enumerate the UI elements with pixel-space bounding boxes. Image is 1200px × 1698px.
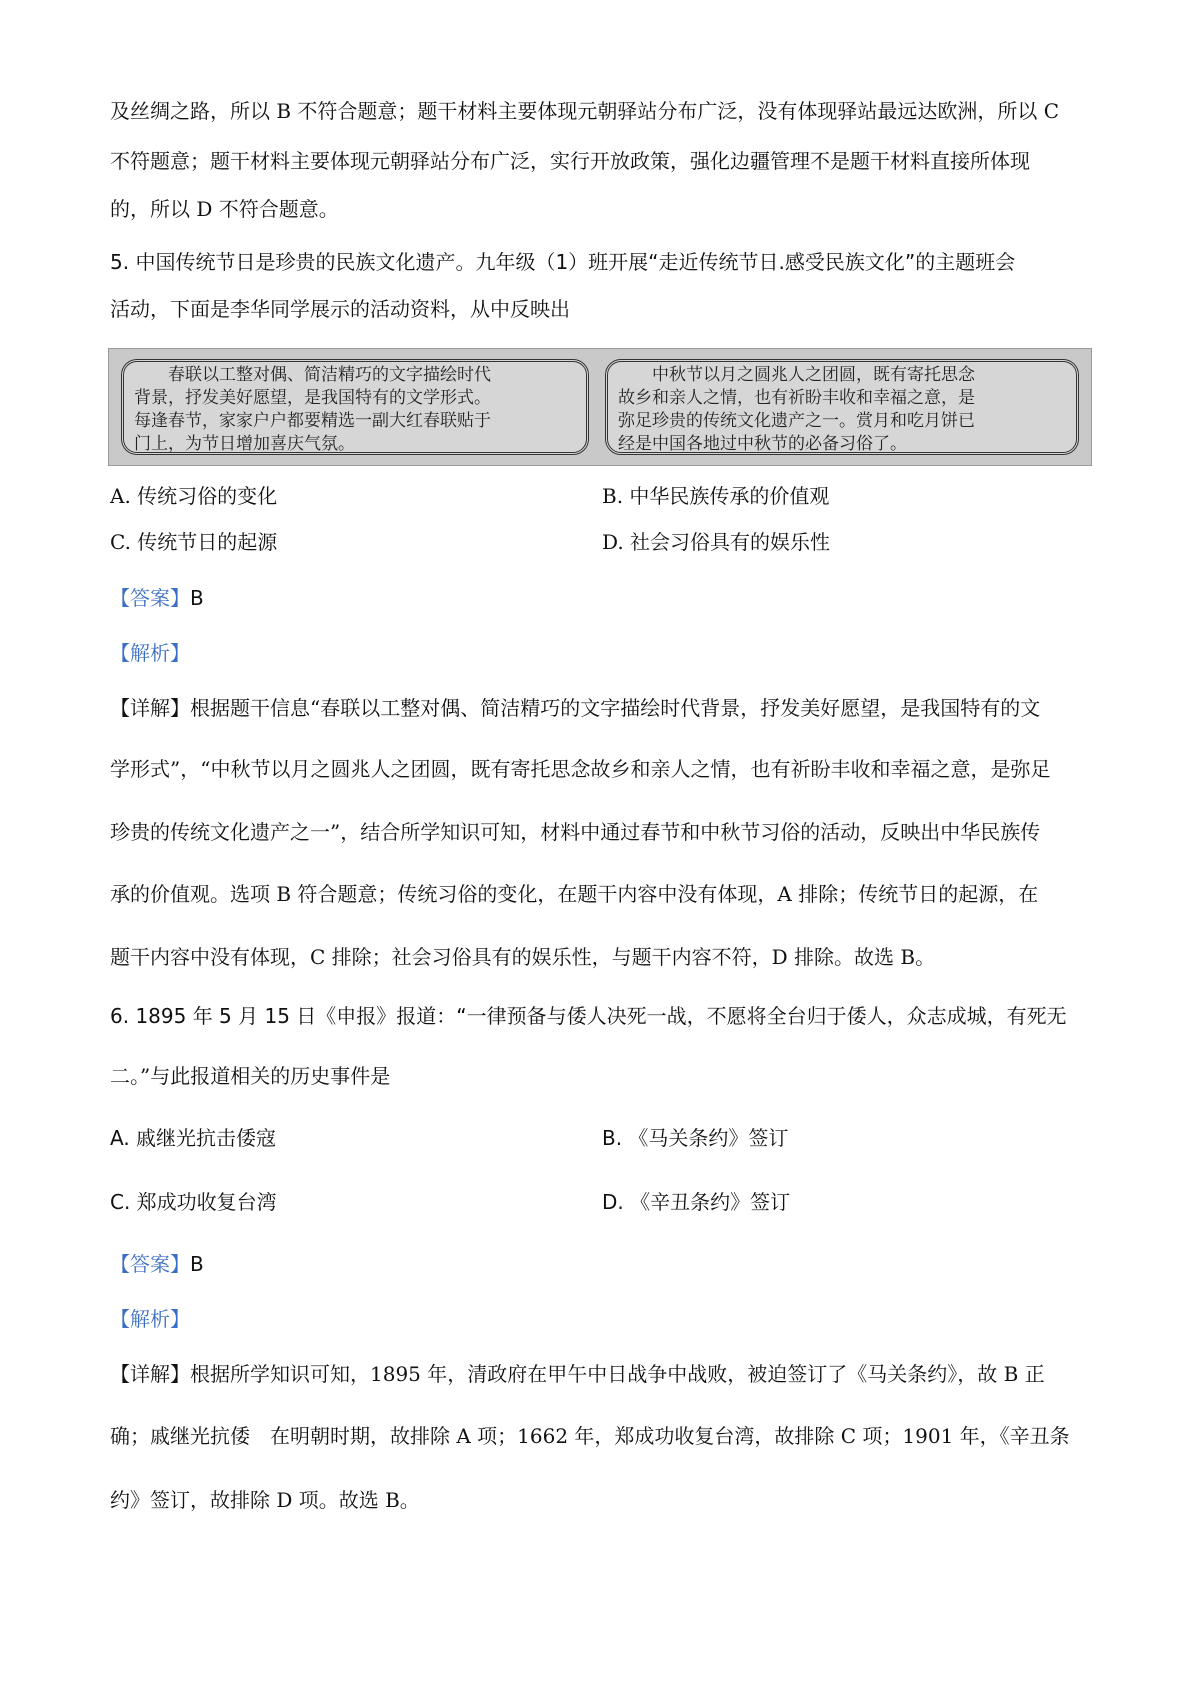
q6-option-d: D. 《辛丑条约》签订 [602,1190,791,1214]
q6-analysis-tag: 【解析】 [110,1307,190,1331]
q5-analysis-tag: 【解析】 [110,641,190,665]
q5-option-c: C. 传统节日的起源 [110,530,278,554]
panel-line: 经是中国各地过中秋节的必备习俗了。 [618,434,907,454]
panel-line: 门上，为节日增加喜庆气氛。 [134,434,355,454]
q6-stem-line-2: 二。”与此报道相关的历史事件是 [110,1064,391,1088]
answer-tag: 【答案】 [110,1252,190,1276]
q5-detail-line-2: 学形式”，“中秋节以月之圆兆人之团圆，既有寄托思念故乡和亲人之情，也有祈盼丰收和幸福之意，是弥足 [110,757,1051,781]
q5-option-a: A. 传统习俗的变化 [110,484,278,508]
continued-line-1: 及丝绸之路，所以 B 不符合题意；题干材料主要体现元朝驿站分布广泛，没有体现驿站最远达欧洲，所以 C [110,99,1060,123]
q6-stem-line-1: 6. 1895 年 5 月 15 日《申报》报道：“一律预备与倭人决死一战，不愿将全台归于倭人，众志成城，有死无 [110,1004,1067,1028]
q5-detail-line-5: 题干内容中没有体现，C 排除；社会习俗具有的娱乐性，与题干内容不符，D 排除。故选 B。 [110,945,936,969]
panel-line: 弥足珍贵的传统文化遗产之一。赏月和吃月饼已 [618,411,975,431]
q5-answer [110,584,1100,612]
q5-detail-line-1: 【详解】根据题干信息“春联以工整对偶、简洁精巧的文字描绘时代背景，抒发美好愿望，是我国特有的文 [110,696,1041,720]
q6-detail-line-1: 【详解】根据所学知识可知，1895 年，清政府在甲午中日战争中战败，被迫签订了《马关条约》，故 B 正 [110,1362,1045,1386]
q6-option-b: B. 《马关条约》签订 [602,1126,789,1150]
panel-line: 背景，抒发美好愿望，是我国特有的文学形式。 [134,388,491,408]
q5-material-figure [108,348,1092,466]
q6-detail-line-3: 约》签订，故排除 D 项。故选 B。 [110,1488,420,1512]
panel-line: 每逢春节，家家户户都要精选一副大红春联贴于 [134,411,491,431]
q6-option-a: A. 戚继光抗击倭寇 [110,1126,277,1150]
q5-detail-line-3: 珍贵的传统文化遗产之一”，结合所学知识可知，材料中通过春节和中秋节习俗的活动，反映出中华民族传 [110,820,1041,844]
spring-couplet-panel [121,359,589,455]
continued-line-3: 的，所以 D 不符合题意。 [110,197,339,221]
answer-value: B [190,586,204,610]
answer-value: B [190,1252,204,1276]
q5-stem-line-2: 活动，下面是李华同学展示的活动资料，从中反映出 [110,297,570,321]
q6-answer [110,1250,1100,1278]
answer-tag: 【答案】 [110,586,190,610]
q5-stem-line-1: 5. 中国传统节日是珍贵的民族文化遗产。九年级（1）班开展“走近传统节日.感受民族文化”的主题班会 [110,250,1016,274]
mid-autumn-panel [605,359,1079,455]
q5-detail-line-4: 承的价值观。选项 B 符合题意；传统习俗的变化，在题干内容中没有体现，A 排除；传统节日的起源，在 [110,882,1039,906]
q5-option-b: B. 中华民族传承的价值观 [602,484,830,508]
panel-line: 春联以工整对偶、简洁精巧的文字描绘时代 [168,365,491,385]
q5-option-d: D. 社会习俗具有的娱乐性 [602,530,831,554]
continued-line-2: 不符题意；题干材料主要体现元朝驿站分布广泛，实行开放政策，强化边疆管理不是题干材料直接所体现 [110,149,1030,173]
q6-detail-line-2: 确；戚继光抗倭 在明朝时期，故排除 A 项；1662 年，郑成功收复台湾，故排除 C 项；1901 年，《辛丑条 [110,1424,1070,1448]
q6-option-c: C. 郑成功收复台湾 [110,1190,277,1214]
panel-line: 故乡和亲人之情，也有祈盼丰收和幸福之意，是 [618,388,975,408]
panel-line: 中秋节以月之圆兆人之团圆，既有寄托思念 [652,365,975,385]
